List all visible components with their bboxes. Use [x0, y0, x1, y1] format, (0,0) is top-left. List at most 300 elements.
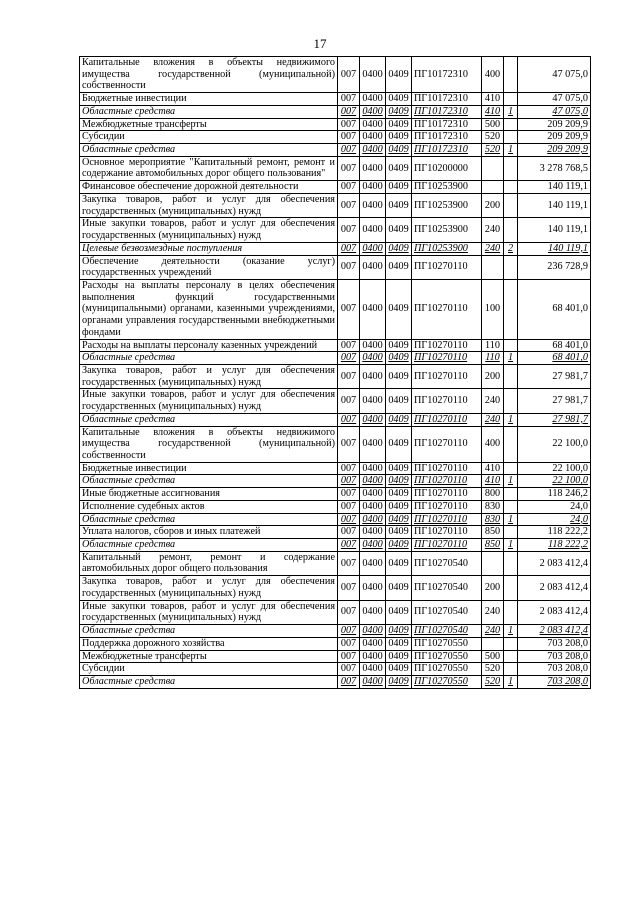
funding-source-cell: 1 [504, 413, 518, 426]
section-code-cell: 0400 [360, 526, 386, 539]
grbs-code-cell: 007 [338, 389, 360, 413]
expense-type-cell: 200 [482, 364, 504, 388]
table-row [80, 242, 591, 255]
amount-cell: 140 119,1 [518, 181, 591, 194]
funding-source-cell [504, 600, 518, 624]
subsection-code-cell: 0409 [386, 462, 412, 475]
expense-name-cell: Закупка товаров, работ и услуг для обеспечения государственных (муниципальных) нужд [80, 364, 338, 388]
expense-name-cell: Иные закупки товаров, работ и услуг для обеспечения государственных (муниципальных) нужд [80, 600, 338, 624]
amount-cell: 703 208,0 [518, 637, 591, 650]
grbs-code-cell: 007 [338, 526, 360, 539]
grbs-code-cell: 007 [338, 364, 360, 388]
funding-source-cell: 1 [504, 539, 518, 552]
section-code-cell: 0400 [360, 576, 386, 600]
funding-source-cell: 1 [504, 625, 518, 638]
expense-name-cell: Областные средства [80, 513, 338, 526]
expense-type-cell: 800 [482, 488, 504, 501]
expense-type-cell: 520 [482, 663, 504, 676]
table-row [80, 675, 591, 688]
grbs-code-cell: 007 [338, 576, 360, 600]
expense-type-cell: 520 [482, 131, 504, 144]
expense-name-cell: Областные средства [80, 539, 338, 552]
target-article-cell: ПГ10172310 [412, 118, 482, 131]
table-row [80, 339, 591, 352]
subsection-code-cell: 0409 [386, 352, 412, 365]
table-row [80, 118, 591, 131]
section-code-cell: 0400 [360, 539, 386, 552]
subsection-code-cell: 0409 [386, 218, 412, 242]
amount-cell: 47 075,0 [518, 57, 591, 93]
table-row [80, 600, 591, 624]
target-article-cell: ПГ10270110 [412, 462, 482, 475]
expense-name-cell: Иные закупки товаров, работ и услуг для обеспечения государственных (муниципальных) нужд [80, 218, 338, 242]
amount-cell: 140 119,1 [518, 193, 591, 217]
target-article-cell: ПГ10270110 [412, 526, 482, 539]
target-article-cell: ПГ10270540 [412, 551, 482, 575]
subsection-code-cell: 0409 [386, 513, 412, 526]
table-row [80, 513, 591, 526]
funding-source-cell [504, 576, 518, 600]
expense-type-cell: 110 [482, 339, 504, 352]
section-code-cell: 0400 [360, 551, 386, 575]
subsection-code-cell: 0409 [386, 637, 412, 650]
table-row [80, 255, 591, 279]
expense-name-cell: Иные бюджетные ассигнования [80, 488, 338, 501]
grbs-code-cell: 007 [338, 242, 360, 255]
funding-source-cell [504, 57, 518, 93]
table-row [80, 279, 591, 339]
target-article-cell: ПГ10270110 [412, 488, 482, 501]
target-article-cell: ПГ10253900 [412, 181, 482, 194]
target-article-cell: ПГ10270110 [412, 513, 482, 526]
amount-cell: 68 401,0 [518, 352, 591, 365]
grbs-code-cell: 007 [338, 625, 360, 638]
target-article-cell: ПГ10270550 [412, 663, 482, 676]
funding-source-cell [504, 488, 518, 501]
subsection-code-cell: 0409 [386, 500, 412, 513]
amount-cell: 68 401,0 [518, 339, 591, 352]
section-code-cell: 0400 [360, 500, 386, 513]
grbs-code-cell: 007 [338, 462, 360, 475]
subsection-code-cell: 0409 [386, 193, 412, 217]
table-row [80, 57, 591, 93]
grbs-code-cell: 007 [338, 255, 360, 279]
section-code-cell: 0400 [360, 600, 386, 624]
grbs-code-cell: 007 [338, 600, 360, 624]
expense-name-cell: Иные закупки товаров, работ и услуг для обеспечения государственных (муниципальных) нужд [80, 389, 338, 413]
subsection-code-cell: 0409 [386, 600, 412, 624]
amount-cell: 2 083 412,4 [518, 576, 591, 600]
expense-name-cell: Капитальные вложения в объекты недвижимого имущества государственной (муниципальной) собственности [80, 426, 338, 462]
funding-source-cell [504, 526, 518, 539]
target-article-cell: ПГ10270110 [412, 426, 482, 462]
funding-source-cell [504, 131, 518, 144]
table-row [80, 637, 591, 650]
subsection-code-cell: 0409 [386, 131, 412, 144]
expense-name-cell: Областные средства [80, 413, 338, 426]
section-code-cell: 0400 [360, 413, 386, 426]
target-article-cell: ПГ10253900 [412, 242, 482, 255]
section-code-cell: 0400 [360, 144, 386, 157]
subsection-code-cell: 0409 [386, 364, 412, 388]
funding-source-cell: 1 [504, 475, 518, 488]
expense-name-cell: Капитальные вложения в объекты недвижимого имущества государственной (муниципальной) собственности [80, 57, 338, 93]
amount-cell: 27 981,7 [518, 389, 591, 413]
subsection-code-cell: 0409 [386, 488, 412, 501]
subsection-code-cell: 0409 [386, 279, 412, 339]
subsection-code-cell: 0409 [386, 255, 412, 279]
amount-cell: 2 083 412,4 [518, 625, 591, 638]
grbs-code-cell: 007 [338, 475, 360, 488]
section-code-cell: 0400 [360, 389, 386, 413]
subsection-code-cell: 0409 [386, 93, 412, 106]
target-article-cell: ПГ10253900 [412, 218, 482, 242]
section-code-cell: 0400 [360, 339, 386, 352]
funding-source-cell: 2 [504, 242, 518, 255]
funding-source-cell [504, 118, 518, 131]
expense-name-cell: Областные средства [80, 105, 338, 118]
grbs-code-cell: 007 [338, 637, 360, 650]
expense-name-cell: Расходы на выплаты персоналу казенных учреждений [80, 339, 338, 352]
funding-source-cell: 1 [504, 105, 518, 118]
amount-cell: 703 208,0 [518, 650, 591, 663]
table-row [80, 93, 591, 106]
subsection-code-cell: 0409 [386, 526, 412, 539]
section-code-cell: 0400 [360, 426, 386, 462]
subsection-code-cell: 0409 [386, 625, 412, 638]
funding-source-cell: 1 [504, 513, 518, 526]
expense-type-cell: 110 [482, 352, 504, 365]
grbs-code-cell: 007 [338, 218, 360, 242]
funding-source-cell: 1 [504, 144, 518, 157]
section-code-cell: 0400 [360, 181, 386, 194]
amount-cell: 27 981,7 [518, 364, 591, 388]
grbs-code-cell: 007 [338, 663, 360, 676]
table-row [80, 500, 591, 513]
amount-cell: 22 100,0 [518, 475, 591, 488]
expense-type-cell: 240 [482, 625, 504, 638]
funding-source-cell [504, 500, 518, 513]
section-code-cell: 0400 [360, 364, 386, 388]
table-row [80, 156, 591, 180]
subsection-code-cell: 0409 [386, 576, 412, 600]
section-code-cell: 0400 [360, 131, 386, 144]
expense-name-cell: Расходы на выплаты персоналу в целях обеспечения выполнения функций государственными (муниципальными) органами, казенными учреждениями, органами управления государственными внебюджетными фондами [80, 279, 338, 339]
grbs-code-cell: 007 [338, 156, 360, 180]
expense-type-cell: 520 [482, 675, 504, 688]
grbs-code-cell: 007 [338, 131, 360, 144]
grbs-code-cell: 007 [338, 193, 360, 217]
table-row [80, 389, 591, 413]
funding-source-cell: 1 [504, 675, 518, 688]
funding-source-cell [504, 181, 518, 194]
subsection-code-cell: 0409 [386, 650, 412, 663]
expense-name-cell: Областные средства [80, 475, 338, 488]
subsection-code-cell: 0409 [386, 156, 412, 180]
table-row [80, 526, 591, 539]
table-row [80, 539, 591, 552]
subsection-code-cell: 0409 [386, 539, 412, 552]
grbs-code-cell: 007 [338, 181, 360, 194]
funding-source-cell [504, 389, 518, 413]
amount-cell: 140 119,1 [518, 218, 591, 242]
budget-table-body [80, 57, 591, 689]
grbs-code-cell: 007 [338, 118, 360, 131]
expense-name-cell: Областные средства [80, 352, 338, 365]
funding-source-cell [504, 663, 518, 676]
target-article-cell: ПГ10270110 [412, 539, 482, 552]
amount-cell: 703 208,0 [518, 663, 591, 676]
expense-name-cell: Субсидии [80, 131, 338, 144]
section-code-cell: 0400 [360, 650, 386, 663]
grbs-code-cell: 007 [338, 105, 360, 118]
expense-type-cell: 850 [482, 526, 504, 539]
target-article-cell: ПГ10270550 [412, 637, 482, 650]
table-row [80, 625, 591, 638]
expense-name-cell: Областные средства [80, 675, 338, 688]
grbs-code-cell: 007 [338, 500, 360, 513]
section-code-cell: 0400 [360, 475, 386, 488]
grbs-code-cell: 007 [338, 413, 360, 426]
grbs-code-cell: 007 [338, 675, 360, 688]
subsection-code-cell: 0409 [386, 105, 412, 118]
grbs-code-cell: 007 [338, 539, 360, 552]
expense-name-cell: Областные средства [80, 625, 338, 638]
section-code-cell: 0400 [360, 488, 386, 501]
section-code-cell: 0400 [360, 57, 386, 93]
expense-name-cell: Обеспечение деятельности (оказание услуг) государственных учреждений [80, 255, 338, 279]
amount-cell: 209 209,9 [518, 144, 591, 157]
expense-name-cell: Субсидии [80, 663, 338, 676]
grbs-code-cell: 007 [338, 352, 360, 365]
target-article-cell: ПГ10172310 [412, 57, 482, 93]
table-row [80, 475, 591, 488]
grbs-code-cell: 007 [338, 339, 360, 352]
expense-type-cell: 240 [482, 413, 504, 426]
expense-type-cell [482, 551, 504, 575]
section-code-cell: 0400 [360, 663, 386, 676]
amount-cell: 22 100,0 [518, 462, 591, 475]
expense-type-cell: 410 [482, 105, 504, 118]
expense-name-cell: Бюджетные инвестиции [80, 462, 338, 475]
expense-type-cell: 200 [482, 193, 504, 217]
target-article-cell: ПГ10270110 [412, 352, 482, 365]
funding-source-cell [504, 93, 518, 106]
expense-type-cell: 400 [482, 57, 504, 93]
table-row [80, 426, 591, 462]
section-code-cell: 0400 [360, 513, 386, 526]
funding-source-cell [504, 193, 518, 217]
subsection-code-cell: 0409 [386, 675, 412, 688]
expense-type-cell: 410 [482, 475, 504, 488]
expense-type-cell: 410 [482, 462, 504, 475]
table-row [80, 193, 591, 217]
subsection-code-cell: 0409 [386, 475, 412, 488]
funding-source-cell: 1 [504, 352, 518, 365]
section-code-cell: 0400 [360, 352, 386, 365]
expense-name-cell: Бюджетные инвестиции [80, 93, 338, 106]
expense-name-cell: Межбюджетные трансферты [80, 650, 338, 663]
section-code-cell: 0400 [360, 675, 386, 688]
section-code-cell: 0400 [360, 193, 386, 217]
section-code-cell: 0400 [360, 156, 386, 180]
target-article-cell: ПГ10270110 [412, 255, 482, 279]
grbs-code-cell: 007 [338, 279, 360, 339]
grbs-code-cell: 007 [338, 513, 360, 526]
amount-cell: 118 222,2 [518, 539, 591, 552]
funding-source-cell [504, 426, 518, 462]
amount-cell: 47 075,0 [518, 105, 591, 118]
section-code-cell: 0400 [360, 218, 386, 242]
section-code-cell: 0400 [360, 279, 386, 339]
expense-type-cell [482, 181, 504, 194]
target-article-cell: ПГ10270540 [412, 576, 482, 600]
table-row [80, 462, 591, 475]
amount-cell: 209 209,9 [518, 118, 591, 131]
amount-cell: 3 278 768,5 [518, 156, 591, 180]
amount-cell: 22 100,0 [518, 426, 591, 462]
funding-source-cell [504, 551, 518, 575]
target-article-cell: ПГ10253900 [412, 193, 482, 217]
table-row [80, 413, 591, 426]
table-row [80, 352, 591, 365]
expense-type-cell: 410 [482, 93, 504, 106]
expense-name-cell: Поддержка дорожного хозяйства [80, 637, 338, 650]
table-row [80, 551, 591, 575]
grbs-code-cell: 007 [338, 57, 360, 93]
grbs-code-cell: 007 [338, 93, 360, 106]
expense-name-cell: Закупка товаров, работ и услуг для обеспечения государственных (муниципальных) нужд [80, 576, 338, 600]
section-code-cell: 0400 [360, 255, 386, 279]
expense-type-cell: 520 [482, 144, 504, 157]
expense-type-cell: 830 [482, 513, 504, 526]
target-article-cell: ПГ10172310 [412, 144, 482, 157]
funding-source-cell [504, 637, 518, 650]
table-row [80, 663, 591, 676]
budget-table [79, 56, 591, 689]
expense-type-cell: 200 [482, 576, 504, 600]
table-row [80, 488, 591, 501]
subsection-code-cell: 0409 [386, 663, 412, 676]
subsection-code-cell: 0409 [386, 144, 412, 157]
expense-type-cell: 100 [482, 279, 504, 339]
amount-cell: 209 209,9 [518, 131, 591, 144]
expense-type-cell [482, 156, 504, 180]
section-code-cell: 0400 [360, 93, 386, 106]
grbs-code-cell: 007 [338, 488, 360, 501]
subsection-code-cell: 0409 [386, 413, 412, 426]
subsection-code-cell: 0409 [386, 426, 412, 462]
expense-type-cell: 240 [482, 600, 504, 624]
target-article-cell: ПГ10270540 [412, 600, 482, 624]
grbs-code-cell: 007 [338, 144, 360, 157]
subsection-code-cell: 0409 [386, 551, 412, 575]
table-row [80, 181, 591, 194]
subsection-code-cell: 0409 [386, 389, 412, 413]
amount-cell: 2 083 412,4 [518, 600, 591, 624]
amount-cell: 118 222,2 [518, 526, 591, 539]
expense-name-cell: Уплата налогов, сборов и иных платежей [80, 526, 338, 539]
target-article-cell: ПГ10270110 [412, 413, 482, 426]
expense-type-cell: 240 [482, 389, 504, 413]
section-code-cell: 0400 [360, 105, 386, 118]
amount-cell: 140 119,1 [518, 242, 591, 255]
table-row [80, 650, 591, 663]
amount-cell: 118 246,2 [518, 488, 591, 501]
table-row [80, 364, 591, 388]
grbs-code-cell: 007 [338, 551, 360, 575]
target-article-cell: ПГ10270550 [412, 675, 482, 688]
expense-name-cell: Межбюджетные трансферты [80, 118, 338, 131]
funding-source-cell [504, 339, 518, 352]
funding-source-cell [504, 650, 518, 663]
expense-type-cell: 240 [482, 242, 504, 255]
target-article-cell: ПГ10270110 [412, 339, 482, 352]
page-number: 17 [313, 36, 327, 51]
amount-cell: 24,0 [518, 513, 591, 526]
table-row [80, 576, 591, 600]
table-row [80, 144, 591, 157]
subsection-code-cell: 0409 [386, 242, 412, 255]
expense-type-cell: 830 [482, 500, 504, 513]
expense-name-cell: Закупка товаров, работ и услуг для обеспечения государственных (муниципальных) нужд [80, 193, 338, 217]
funding-source-cell [504, 156, 518, 180]
expense-name-cell: Целевые безвозмездные поступления [80, 242, 338, 255]
target-article-cell: ПГ10270110 [412, 389, 482, 413]
expense-type-cell: 240 [482, 218, 504, 242]
funding-source-cell [504, 364, 518, 388]
target-article-cell: ПГ10200000 [412, 156, 482, 180]
target-article-cell: ПГ10270110 [412, 279, 482, 339]
expense-name-cell: Основное мероприятие "Капитальный ремонт, ремонт и содержание автомобильных дорог общего пользования" [80, 156, 338, 180]
expense-name-cell: Областные средства [80, 144, 338, 157]
section-code-cell: 0400 [360, 118, 386, 131]
section-code-cell: 0400 [360, 625, 386, 638]
expense-name-cell: Капитальный ремонт, ремонт и содержание автомобильных дорог общего пользования [80, 551, 338, 575]
grbs-code-cell: 007 [338, 650, 360, 663]
expense-name-cell: Финансовое обеспечение дорожной деятельности [80, 181, 338, 194]
funding-source-cell [504, 255, 518, 279]
amount-cell: 68 401,0 [518, 279, 591, 339]
target-article-cell: ПГ10172310 [412, 131, 482, 144]
expense-type-cell [482, 637, 504, 650]
target-article-cell: ПГ10270550 [412, 650, 482, 663]
amount-cell: 47 075,0 [518, 93, 591, 106]
expense-name-cell: Исполнение судебных актов [80, 500, 338, 513]
table-row [80, 131, 591, 144]
expense-type-cell: 500 [482, 650, 504, 663]
table-row [80, 218, 591, 242]
expense-type-cell: 400 [482, 426, 504, 462]
expense-type-cell: 500 [482, 118, 504, 131]
funding-source-cell [504, 279, 518, 339]
amount-cell: 2 083 412,4 [518, 551, 591, 575]
section-code-cell: 0400 [360, 637, 386, 650]
target-article-cell: ПГ10172310 [412, 105, 482, 118]
target-article-cell: ПГ10270110 [412, 500, 482, 513]
amount-cell: 236 728,9 [518, 255, 591, 279]
section-code-cell: 0400 [360, 242, 386, 255]
expense-type-cell: 850 [482, 539, 504, 552]
amount-cell: 24,0 [518, 500, 591, 513]
table-row [80, 105, 591, 118]
section-code-cell: 0400 [360, 462, 386, 475]
target-article-cell: ПГ10270110 [412, 475, 482, 488]
subsection-code-cell: 0409 [386, 118, 412, 131]
funding-source-cell [504, 462, 518, 475]
funding-source-cell [504, 218, 518, 242]
subsection-code-cell: 0409 [386, 339, 412, 352]
